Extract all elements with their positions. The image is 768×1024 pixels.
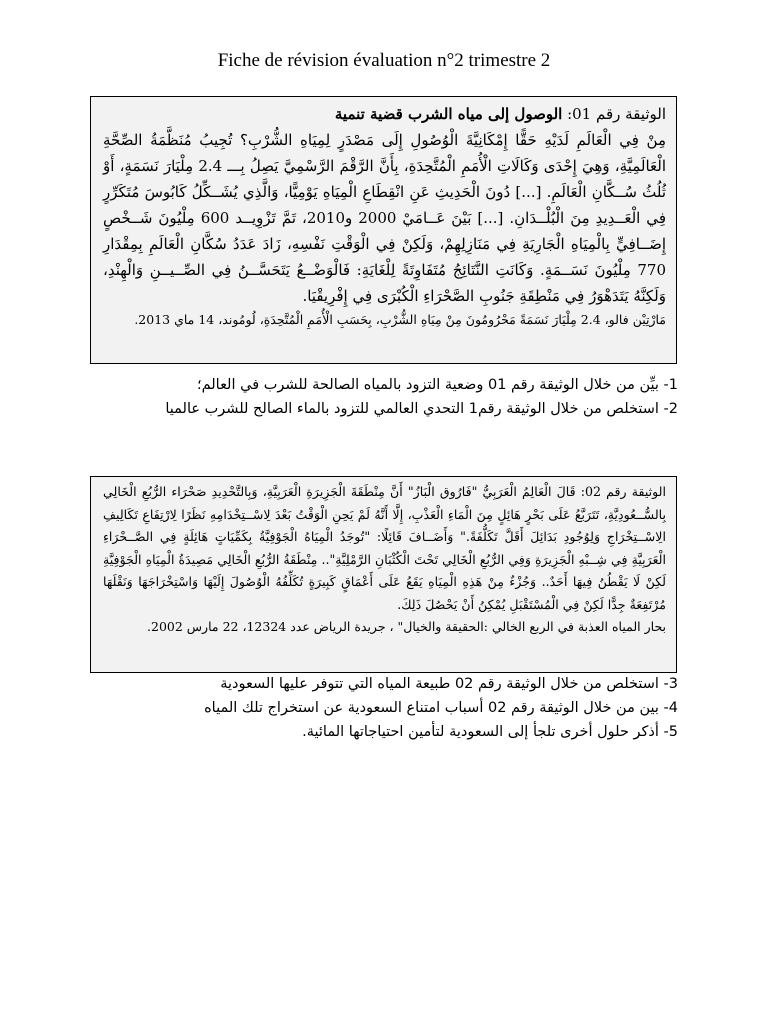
document-2-box bbox=[90, 476, 677, 673]
questions-group-2 bbox=[80, 672, 678, 744]
questions-group-1 bbox=[80, 373, 678, 421]
page-title: Fiche de révision évaluation n°2 trimestre 2 bbox=[217, 50, 551, 71]
document-1-label: الوثيقة رقم 01: bbox=[562, 105, 666, 123]
document-1-source: مَارْتِيْن فالو، 2.4 مِلْيَارَ نَسَمَةً مَحْرُومُونَ مِنْ مِيَاهِ الشُّرْبِ، بِحَسَبِ الْأُمَمِ الْمُتَّحِدَةِ، لُومُوند، 14 ماي 2013. bbox=[134, 312, 666, 327]
document-2-text bbox=[103, 481, 666, 616]
document-1-body: مِنْ فِي الْعَالَمِ لَدَيْهِ حَقًّا إِمْكَانِيَّةَ الْوُصُولِ إِلَى مَصْدَرٍ لِمِيَاهِ الشُّرْبِ؟ تُجِيبُ مُنَظَّمَةُ الصِّحَّةِ الْعَالَمِيَّةِ، وَهِيَ إِحْدَى وَكَالَاتِ الْأُمَمِ الْمُتَّحِدَةِ، بِأَنَّ الرَّقْمَ الرَّسْمِيَّ يَصِلُ بِـــ 2.4 مِلْيَارَ نَسَمَةٍ، أَوْ ثُلُثُ سُــكَّانِ الْعَالَمِ. [...] دُونَ الْحَدِيثِ عَنِ انْقِطَاعِ الْمِيَاهِ يَوْمِيًّا، وَالَّذِي يُشَــكِّلُ كَابُوسَ مُتَكَرِّرٍ فِي الْعَــدِيدِ مِنَ الْبُلْــدَانِ. [...] بَيْنَ عَــامَيْ 2000 و2010، تَمَّ تَزْوِيــد 600 مِلْيُونَ شَــخْصٍ إِضَــافِيٍّ بِالْمِيَاهِ الْجَارِيَةِ فِي مَنَازِلِهِمْ، وَلَكِنْ فِي الْوَقْتِ نَفْسِهِ، زَادَ عَدَدُ سُكَّانِ الْعَالَمِ بِمِقْدَارِ 770 مِلْيُونَ نَسَــمَةٍ. وَكَانَتِ النَّتَائِجُ مُتَفَاوِتَةً لِلْغَايَةِ: فَالْوَضْــعُ يَتَحَسَّــنُ فِي الصِّــيــنِ وَالْهِنْدِ، وَلَكِنَّهُ يَتَدَهْوَرُ فِي مَنْطِقَةِ جَنُوبِ الصَّحْرَاءِ الْكُبْرَى فِي إِفْرِيقْيَا. bbox=[103, 131, 666, 305]
document-2-body: قَالَ الْعَالِمُ الْعَرَبِيُّ "فَارُوق الْبَازُ" أَنَّ مِنْطَقَةَ الْجَزِيرَةِ الْعَرَبِيَّةِ، وَبِالتَّحْدِيدِ صَحْرَاء الرُّبُعِ الْخَالِي بِالسُّــعُودِيَّةِ، تَتَرَبَّعُ عَلَى بَحْرٍ هَائِلٍ مِنَ الْمَاءِ الْعَذْبِ، إِلَّا أَنَّهُ لَمْ يَحِنِ الْوَقْتُ بَعْدَ لِاسْــتِخْدَامِهِ نَظَرًا لِارْتِفَاعِ تَكَالِيفِ الِاسْــتِخْرَاجِ وَلِوُجُودِ بَدَائِلَ أَقَلَّ تَكَلُّفَةً." وَأَضَــافَ قَائِلًا: "تُوجَدُ الْمِيَاهُ الْجَوْفِيَّةُ بِكَمِّيَاتٍ هَائِلَةٍ فِي الصَّــحْرَاءِ الْعَرَبِيَّةِ فِي شِــبْهِ الْجَزِيرَةِ وَفِي الرُّبُعِ الْخَالِي تَحْتَ الْكُثْبَانِ الرَّمْلِيَّةِ".. مِنْطَقَةُ الرُّبُعِ الْخَالِي مَصِيدَةُ الْمِيَاهِ الْجَوْفِيَّةِ لَكِنْ لَا يَقْطُنُ فِيهَا أَحَدٌ.. وَجُزْءٌ مِنْ هَذِهِ الْمِيَاهِ يَقَعُ عَلَى أَعْمَاقٍ كَبِيرَةٍ تُكَلِّفُهُ الْوُصُولَ إِلَيْهَا وَاسْتِخْرَاجَهَا وَنَقْلَهَا مُرْتَفِعَةٌ جِدًّا لَكِنْ فِي الْمُسْتَقْبَلِ يُمْكِنُ أَنْ يَحْصُلَ ذَلِكَ. bbox=[103, 484, 666, 612]
question-5: 5- أذكر حلول أخرى تلجأ إلى السعودية لتأمين احتياجاتها المائية. bbox=[302, 724, 678, 740]
question-4: 4- بين من خلال الوثيقة رقم 02 أسباب امتناع السعودية عن استخراج تلك المياه bbox=[204, 700, 678, 716]
document-2-source: بحار المياه العذبة في الربع الخالي :الحقيقة والخيال" ، جريدة الرياض عدد 12324، 22 مارس 2002. bbox=[147, 619, 666, 634]
document-2-label: الوثيقة رقم 02: bbox=[575, 484, 667, 499]
question-3: 3- استخلص من خلال الوثيقة رقم 02 طبيعة المياه التي تتوفر عليها السعودية bbox=[220, 676, 678, 692]
document-1-title: الوصول إلى مياه الشرب قضية تنمية bbox=[334, 105, 563, 123]
document-1-heading bbox=[103, 101, 666, 127]
question-1: 1- بيِّن من خلال الوثيقة رقم 01 وضعية التزود بالمياه الصالحة للشرب في العالم؛ bbox=[196, 377, 678, 393]
question-2: 2- استخلص من خلال الوثيقة رقم1 التحدي العالمي للتزود بالماء الصالح للشرب عالميا bbox=[165, 401, 678, 417]
document-1-box bbox=[90, 96, 677, 364]
